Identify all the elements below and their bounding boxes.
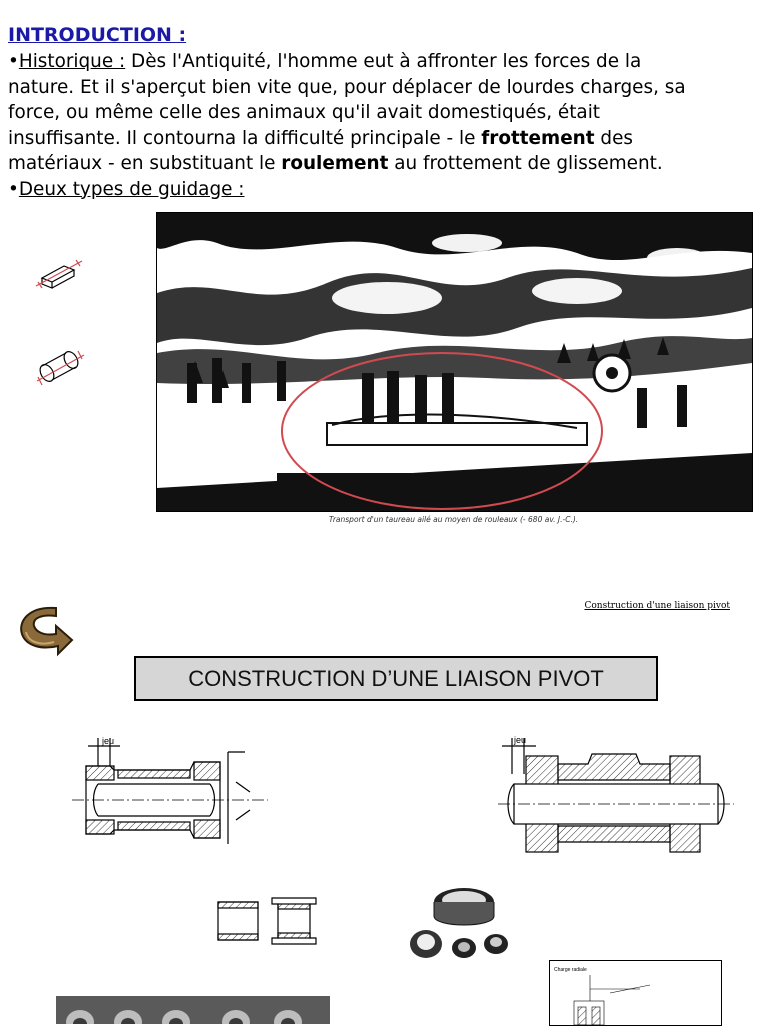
intro-line-2: nature. Et il s'aperçut bien vite que, pour déplacer de lourdes charges, sa: [8, 76, 686, 98]
prismatic-guide-icon: [34, 258, 84, 292]
radial-load-diagram: [549, 960, 722, 1026]
intro-paragraph: [8, 49, 760, 202]
cylindrical-guide-icon: [34, 345, 86, 387]
historical-engraving: [156, 212, 753, 512]
bullet: •: [8, 51, 19, 72]
types-guidage-label: Deux types de guidage :: [18, 178, 245, 200]
keyword-roulement: roulement: [281, 153, 389, 174]
bearings-photo-graphic: [56, 996, 330, 1024]
intro-line-1: [8, 49, 760, 75]
bearings-photo: [56, 996, 330, 1024]
bushing-pivot-drawing-right: [496, 734, 736, 858]
keyword-frottement: frottement: [481, 127, 595, 149]
intro-line-6: •Deux types de guidage :: [8, 178, 245, 200]
figure-caption: Transport d'un taureau ailé au moyen de rouleaux (- 680 av. J.-C.).: [328, 515, 579, 524]
jeu-label-right: jeu: [514, 735, 527, 745]
intro-line-5: matériaux - en substituant le roulement au frottement de glissement.: [8, 153, 663, 174]
bushings-photo: [404, 878, 526, 972]
intro-line-4: insuffisante. Il contourna la difficulté principale - le frottement des: [8, 127, 633, 149]
jeu-label-left: jeu: [102, 736, 115, 746]
historique-label: Historique :: [18, 51, 126, 72]
return-arrow-icon: [14, 602, 76, 658]
section-title: CONSTRUCTION D’UNE LIAISON PIVOT: [134, 656, 658, 701]
bushing-pivot-drawing-left: [70, 732, 270, 850]
engraving-image: [157, 213, 752, 511]
intro-line-3: force, ou même celle des animaux qu'il avait domestiqués, était: [8, 102, 601, 123]
radial-load-label: Charge radiale: [554, 967, 587, 973]
bushing-cross-sections: [212, 896, 324, 946]
intro-heading: INTRODUCTION :: [8, 24, 187, 46]
intro-line-1-text: Dès l'Antiquité, l'homme eut à affronter les forces de la: [125, 51, 642, 72]
page-header-title: Construction d'une liaison pivot: [584, 601, 730, 611]
radial-load-diagram-graphic: [550, 961, 721, 1025]
